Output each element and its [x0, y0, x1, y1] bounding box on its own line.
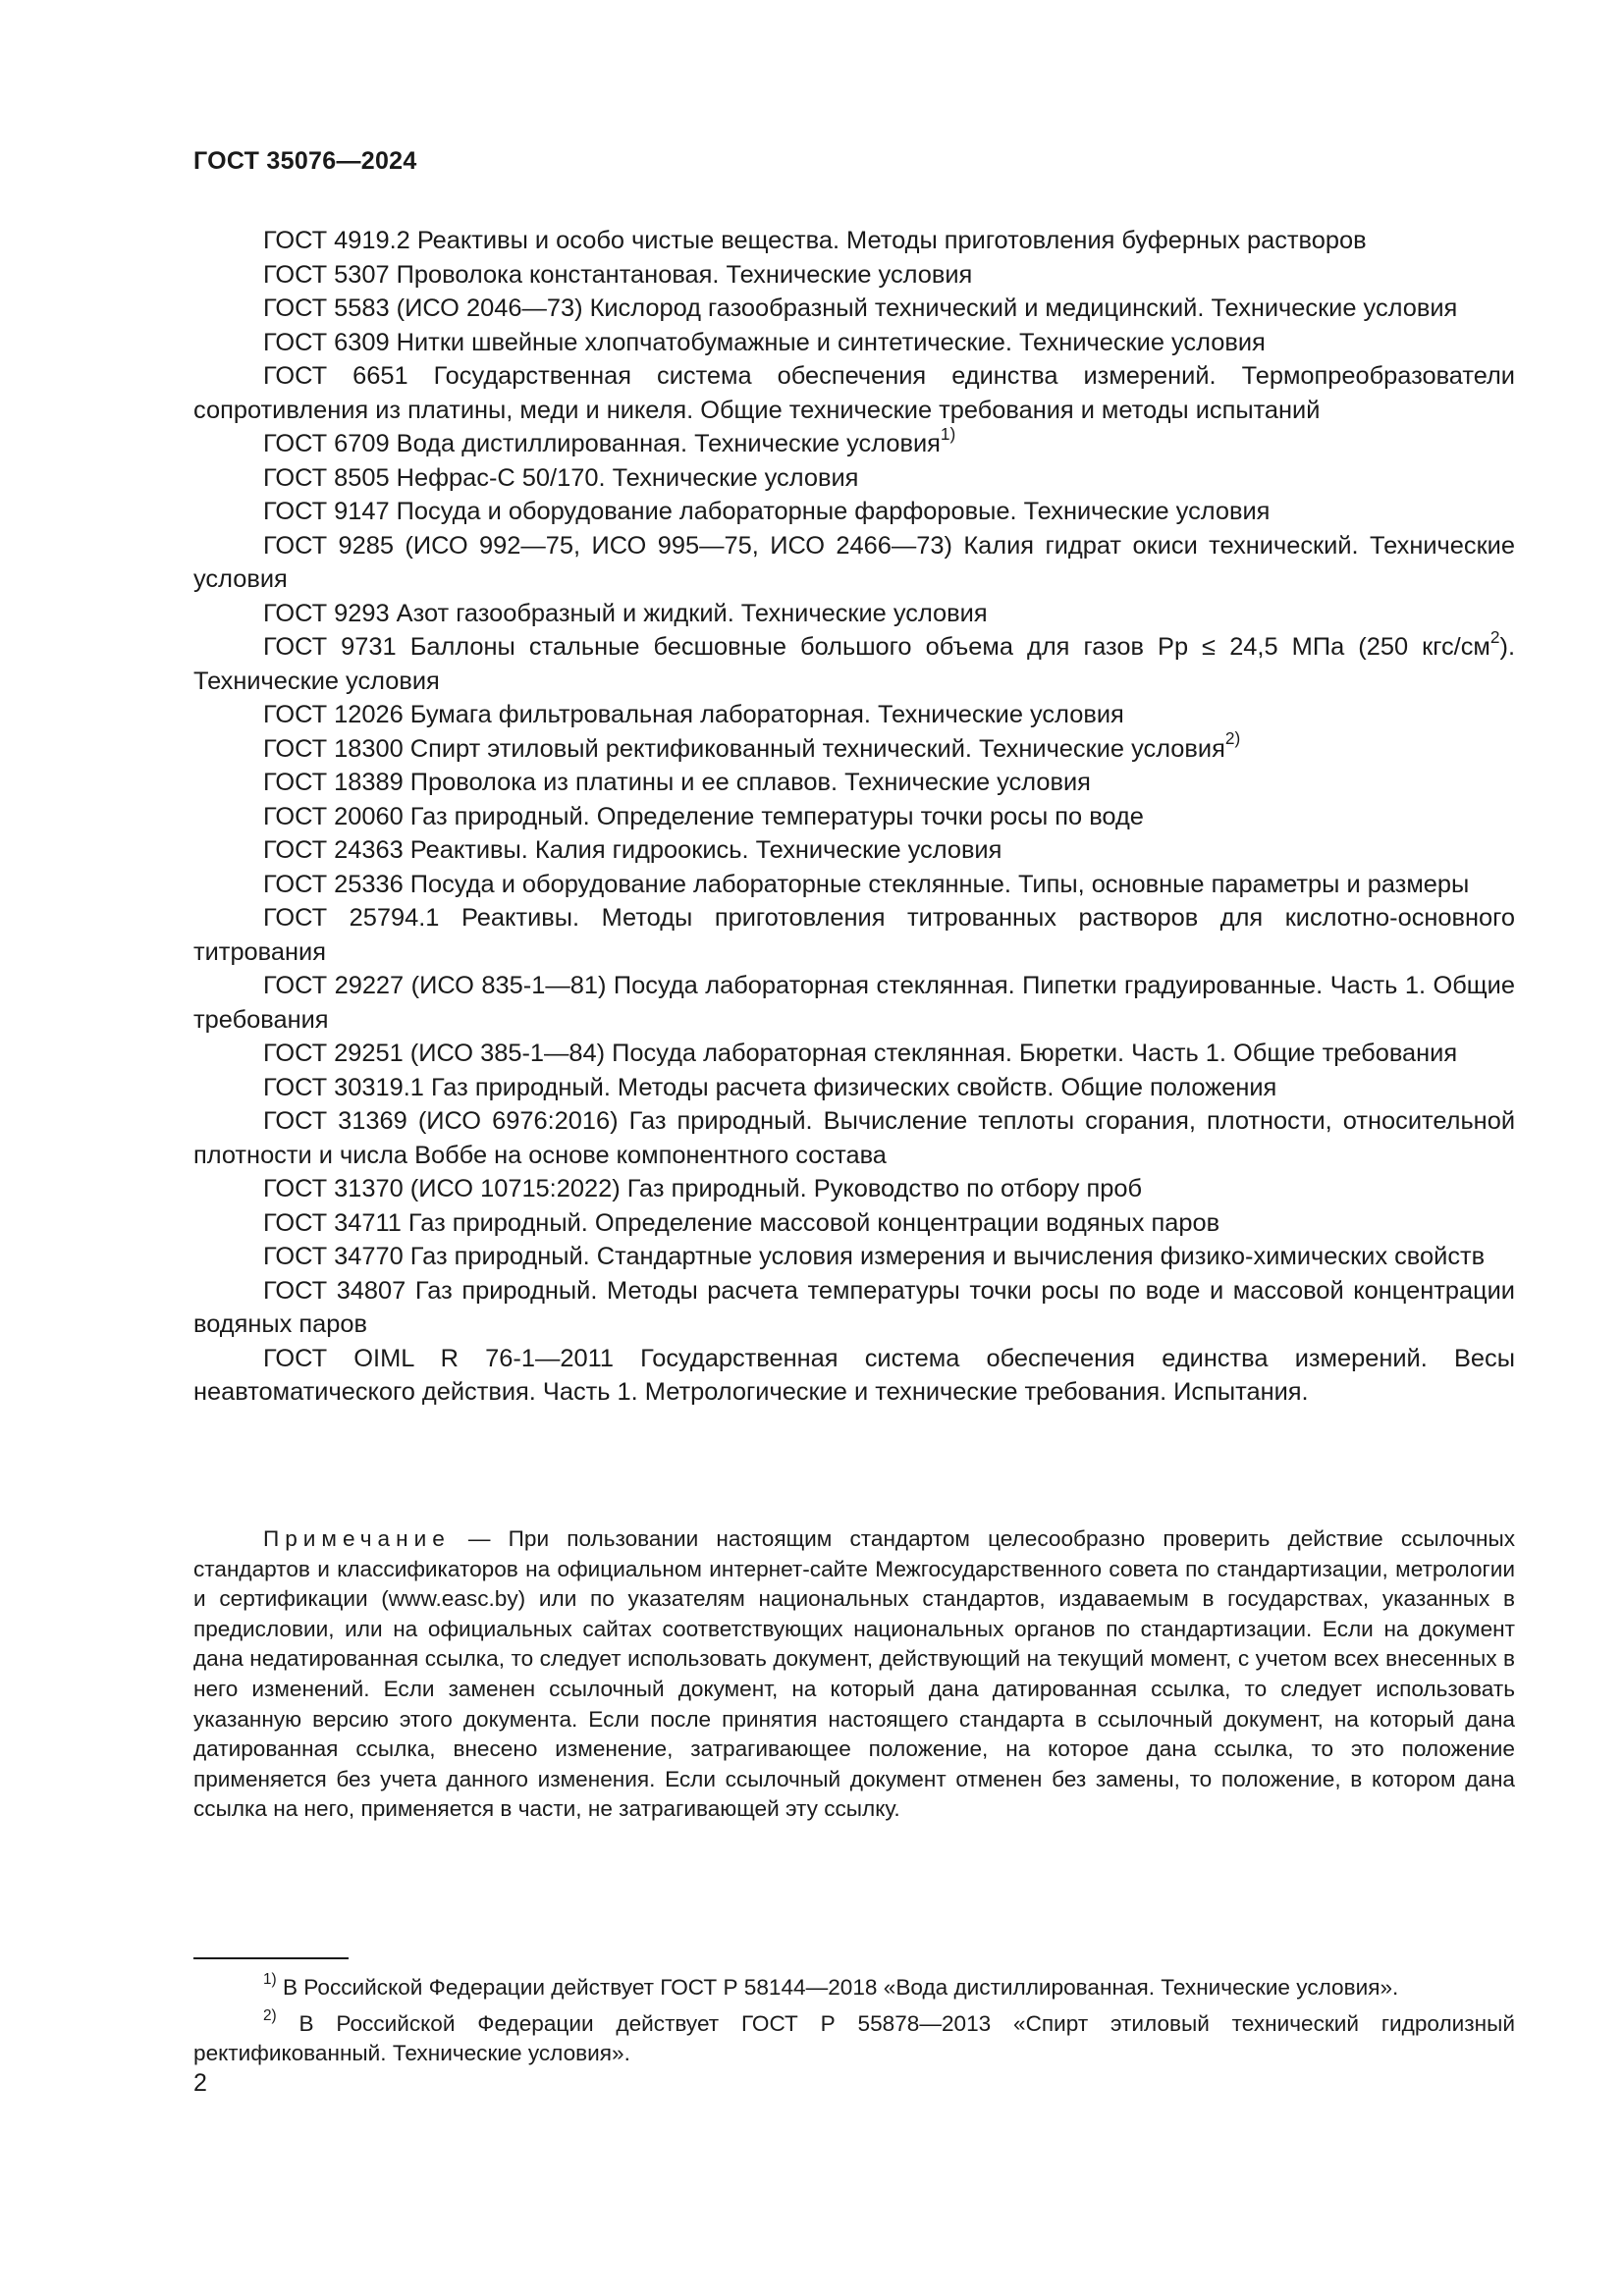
reference-text: ГОСТ 8505 Нефрас-С 50/170. Технические условия [263, 463, 859, 492]
reference-text: ГОСТ 18300 Спирт этиловый ректификованный технический. Технические условия [263, 734, 1225, 763]
reference-text: ГОСТ 6651 Государственная система обеспечения единства измерений. Термопреобразователи сопротивления из платины, меди и никеля. Общие технические требования и методы испытаний [193, 362, 1515, 424]
reference-text: ГОСТ 34807 Газ природный. Методы расчета температуры точки росы по воде и массовой концентрации водяных паров [193, 1276, 1515, 1338]
reference-item [193, 292, 1515, 326]
reference-text: ГОСТ 4919.2 Реактивы и особо чистые вещества. Методы приготовления буферных растворов [263, 227, 1367, 254]
reference-item [193, 969, 1515, 1037]
reference-item [193, 901, 1515, 969]
footnote-marker: 2) [263, 2006, 277, 2024]
reference-item [193, 495, 1515, 529]
footnote-separator [193, 1957, 349, 1959]
normative-references-list [193, 224, 1515, 1410]
reference-text: ГОСТ 34770 Газ природный. Стандартные условия измерения и вычисления физико-химических свойств [263, 1243, 1486, 1270]
reference-item [193, 868, 1515, 902]
reference-item [193, 766, 1515, 800]
reference-text: ГОСТ 18389 Проволока из платины и ее сплавов. Технические условия [263, 769, 1091, 796]
footnote [193, 1973, 1515, 2003]
reference-text: ГОСТ 34711 Газ природный. Определение массовой концентрации водяных паров [263, 1208, 1220, 1237]
reference-item [193, 224, 1515, 258]
footnote-marker: 1) [940, 423, 956, 444]
reference-item [193, 800, 1515, 834]
footnote-marker: 2) [1224, 728, 1241, 749]
reference-item [193, 1342, 1515, 1410]
reference-item [193, 1172, 1515, 1206]
reference-item [193, 1104, 1515, 1172]
reference-text: ГОСТ 31369 (ИСО 6976:2016) Газ природный. Вычисление теплоты сгорания, плотности, относительной плотности и числа Воббе на основе компонентного состава [193, 1107, 1515, 1169]
footnotes-list [193, 1973, 1515, 2075]
reference-item [193, 359, 1515, 427]
note-paragraph [193, 1524, 1515, 1825]
footnote-marker: 1) [263, 1971, 277, 1989]
reference-text: ГОСТ 29227 (ИСО 835-1—81) Посуда лабораторная стеклянная. Пипетки градуированные. Часть 1. Общие требования [193, 972, 1515, 1034]
reference-item [193, 258, 1515, 293]
footnote-marker: 2 [1489, 626, 1500, 647]
reference-item [193, 698, 1515, 732]
reference-text: ГОСТ 29251 (ИСО 385-1—84) Посуда лабораторная стеклянная. Бюретки. Часть 1. Общие требования [263, 1040, 1458, 1067]
reference-item [193, 1071, 1515, 1105]
reference-text: ГОСТ 30319.1 Газ природный. Методы расчета физических свойств. Общие положения [263, 1073, 1277, 1101]
reference-text: ГОСТ 12026 Бумага фильтровальная лабораторная. Технические условия [263, 701, 1124, 728]
reference-item [193, 728, 1515, 767]
reference-text: ГОСТ 6309 Нитки швейные хлопчатобумажные и синтетические. Технические условия [263, 328, 1266, 356]
reference-text: ГОСТ 9293 Азот газообразный и жидкий. Технические условия [263, 599, 988, 627]
reference-text: ГОСТ 9285 (ИСО 992—75, ИСО 995—75, ИСО 2466—73) Калия гидрат окиси технический. Технические условия [193, 531, 1515, 593]
note-text: — При пользовании настоящим стандартом целесообразно проверить действие ссылочных стандартов и классификаторов на официальном интернет-сайте Межгосударственного совета по стандартизации, метрологии и сертификации (www.easc.by) или по указателям национальных стандартов, издаваемым в государствах, указанных в предисловии, или на официальных сайтах соответствующих национальных органов по стандартизации. Если на документ дана недатированная ссылка, то следует использовать документ, действующий на текущий момент, с учетом всех внесенных в него изменений. Если заменен ссылочный документ, на который дана датированная ссылка, то следует использовать указанную версию этого документа. Если после принятия настоящего стандарта в ссылочный документ, на который дана датированная ссылка, внесено изменение, затрагивающее положение, на которое дана ссылка, то это положение применяется без учета данного изменения. Если ссылочный документ отменен без замены, то положение, в котором дана ссылка на него, применяется в части, не затрагивающей эту ссылку. [193, 1526, 1515, 1822]
reference-item [193, 626, 1515, 698]
page-number: 2 [193, 2069, 207, 2097]
reference-item [193, 326, 1515, 360]
reference-item [193, 597, 1515, 631]
note-label: Примечание [263, 1526, 451, 1551]
footnote-text: В Российской Федерации действует ГОСТ Р 58144—2018 «Вода дистиллированная. Технические условия». [276, 1975, 1399, 2000]
reference-text: ГОСТ OIML R 76-1—2011 Государственная система обеспечения единства измерений. Весы неавтоматического действия. Часть 1. Метрологические и технические требования. Испытания. [193, 1344, 1515, 1406]
reference-item [193, 833, 1515, 868]
reference-item [193, 461, 1515, 496]
footnote-text: В Российской Федерации действует ГОСТ Р 55878—2013 «Спирт этиловый технический гидролизный ректификованный. Технические условия». [193, 2010, 1515, 2066]
reference-text: ГОСТ 25794.1 Реактивы. Методы приготовления титрованных растворов для кислотно-основного титрования [193, 904, 1515, 966]
footnote [193, 2006, 1515, 2069]
reference-item [193, 1240, 1515, 1274]
reference-item [193, 529, 1515, 597]
reference-text: ГОСТ 20060 Газ природный. Определение температуры точки росы по воде [263, 802, 1144, 830]
reference-item [193, 1274, 1515, 1342]
reference-text: ГОСТ 9731 Баллоны стальные бесшовные большого объема для газов Pр ≤ 24,5 МПа (250 кгс/см [263, 633, 1490, 661]
document-header: ГОСТ 35076—2024 [193, 147, 417, 175]
reference-text: ГОСТ 24363 Реактивы. Калия гидроокись. Технические условия [263, 836, 1002, 864]
reference-text: ГОСТ 6709 Вода дистиллированная. Технические условия [263, 430, 941, 457]
reference-text: ГОСТ 25336 Посуда и оборудование лабораторные стеклянные. Типы, основные параметры и размеры [263, 870, 1470, 898]
reference-item [193, 423, 1515, 461]
reference-text: ГОСТ 31370 (ИСО 10715:2022) Газ природный. Руководство по отбору проб [263, 1175, 1143, 1202]
reference-text-continued: ). Технические условия [193, 633, 1515, 695]
reference-item [193, 1206, 1515, 1241]
reference-item [193, 1037, 1515, 1071]
reference-text: ГОСТ 5583 (ИСО 2046—73) Кислород газообразный технический и медицинский. Технические условия [263, 294, 1458, 322]
reference-text: ГОСТ 5307 Проволока константановая. Технические условия [263, 260, 973, 289]
reference-text: ГОСТ 9147 Посуда и оборудование лабораторные фарфоровые. Технические условия [263, 498, 1271, 525]
